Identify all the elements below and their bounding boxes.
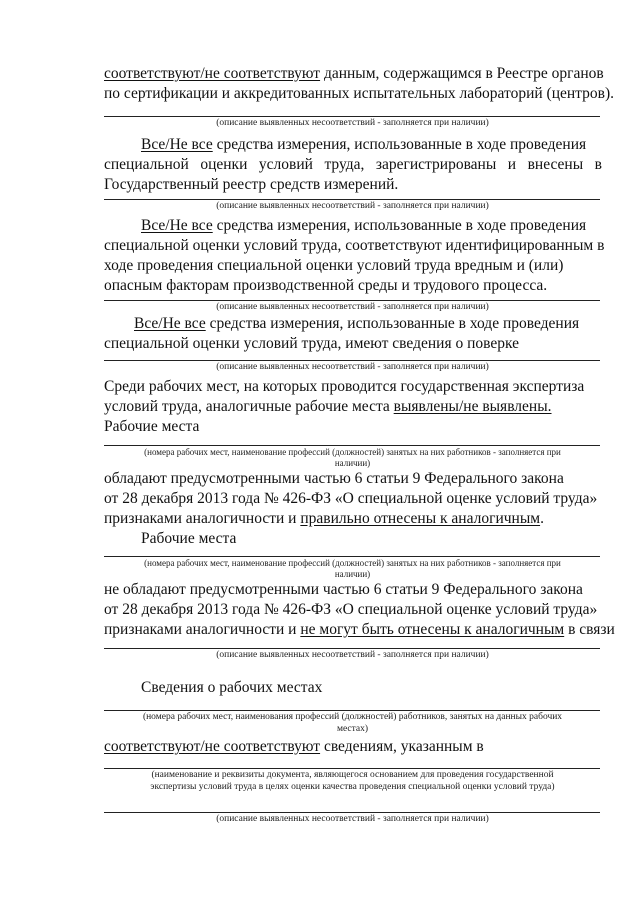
s2-line2 xyxy=(104,155,602,175)
s1-status-choice: соответствуют/не соответствуют xyxy=(104,65,321,82)
s2-word: внесены xyxy=(527,156,584,173)
s5-line6 xyxy=(104,509,604,529)
s3-lead: Все/Не все xyxy=(141,217,213,234)
s1-line1-text: данным, содержащимся в Реестре органов xyxy=(320,65,604,82)
s4-lead: Все/Не все xyxy=(134,315,206,332)
s5-caption-3: (описание выявленных несоответствий - заполняется при наличии) xyxy=(216,650,489,660)
s5-line6-text: признаками аналогичности и xyxy=(104,510,301,527)
s1-line2: по сертификации и аккредитованных испытательных лабораторий (центров). xyxy=(104,85,614,102)
s2-line3: Государственный реестр средств измерений. xyxy=(104,176,399,193)
s2-caption: (описание выявленных несоответствий - заполняется при наличии) xyxy=(216,201,489,211)
s5-caption-2b: наличии) xyxy=(334,569,371,579)
s4-line2: специальной оценки условий труда, имеют сведения о поверке xyxy=(104,335,519,352)
s5-line7: Рабочие места xyxy=(141,530,237,547)
s6-status-choice: соответствуют/не соответствуют xyxy=(104,738,321,755)
s3-line2: специальной оценки условий труда, соответствуют идентифицированным в xyxy=(104,237,605,254)
s4-line1-text: средства измерения, использованные в ходе проведения xyxy=(205,315,580,332)
s1-caption: (описание выявленных несоответствий - заполняется при наличии) xyxy=(216,118,489,128)
s5-line6-end: . xyxy=(540,510,544,527)
s3-caption: (описание выявленных несоответствий - заполняется при наличии) xyxy=(216,302,489,312)
s5-caption-1b: наличии) xyxy=(334,458,371,468)
s5-analog-no: не могут быть отнесены к аналогичным xyxy=(300,621,565,638)
s2-line1-text: средства измерения, использованные в ходе проведения xyxy=(212,136,587,153)
s6-caption-2b: экспертизы условий труда в целях оценки качества проведения специальной оценки условий труда) xyxy=(150,782,555,792)
s2-word: в xyxy=(594,156,602,173)
s5-line4: обладают предусмотренными частью 6 статьи 9 Федерального закона xyxy=(104,470,564,487)
s4-caption: (описание выявленных несоответствий - заполняется при наличии) xyxy=(216,362,489,372)
s2-word: специальной xyxy=(104,156,189,173)
s5-line10-end: в связи xyxy=(564,621,615,638)
s2-lead: Все/Не все xyxy=(141,136,213,153)
s5-line3: Рабочие места xyxy=(104,418,200,435)
s5-line9: от 28 декабря 2013 года № 426-ФЗ «О специальной оценке условий труда» xyxy=(104,601,598,618)
s5-line8: не обладают предусмотренными частью 6 статьи 9 Федерального закона xyxy=(104,581,583,598)
s6-caption-1b: местах) xyxy=(336,724,369,734)
s2-word: труда, xyxy=(324,156,365,173)
s2-word: оценки xyxy=(200,156,248,173)
s6-caption-1: (номера рабочих мест, наименования профессий (должностей) работников, занятых на данных рабочих xyxy=(142,712,563,722)
s6-line1 xyxy=(104,737,604,757)
s5-caption-1: (номера рабочих мест, наименование профессий (должностей) занятых на них работников - заполняется при xyxy=(144,447,561,457)
s2-word: и xyxy=(507,156,517,173)
s5-analog-yes: правильно отнесены к аналогичным xyxy=(300,510,541,527)
s5-caption-2: (номера рабочих мест, наименование профессий (должностей) занятых на них работников - заполняется при xyxy=(144,558,561,568)
s3-line4: опасным факторам производственной среды и трудового процесса. xyxy=(104,277,548,294)
s4-line1 xyxy=(134,314,600,334)
s5-line10 xyxy=(104,620,615,640)
s5-line5: от 28 декабря 2013 года № 426-ФЗ «О специальной оценке условий труда» xyxy=(104,490,598,507)
s5-line2-text: условий труда, аналогичные рабочие места xyxy=(104,398,394,415)
s3-line3: ходе проведения специальной оценки условий труда вредным и (или) xyxy=(104,257,564,274)
s5-line10-text: признаками аналогичности и xyxy=(104,621,301,638)
s6-line1-text: сведениям, указанным в xyxy=(320,738,484,755)
s1-line1 xyxy=(104,64,604,84)
s2-line1 xyxy=(141,135,601,155)
s2-word: зарегистрированы xyxy=(375,156,497,173)
s6-caption-3: (описание выявленных несоответствий - заполняется при наличии) xyxy=(216,814,489,824)
s3-line1 xyxy=(141,216,601,236)
s3-line1-text: средства измерения, использованные в ходе проведения xyxy=(212,217,587,234)
s5-found-choice: выявлены/не выявлены. xyxy=(393,398,552,415)
s5-line1: Среди рабочих мест, на которых проводится государственная экспертиза xyxy=(104,378,585,395)
s5-line2 xyxy=(104,397,604,417)
s6-heading: Сведения о рабочих местах xyxy=(141,679,323,696)
s2-word: условий xyxy=(258,156,313,173)
s6-caption-2: (наименование и реквизиты документа, являющегося основанием для проведения государственной xyxy=(151,770,554,780)
